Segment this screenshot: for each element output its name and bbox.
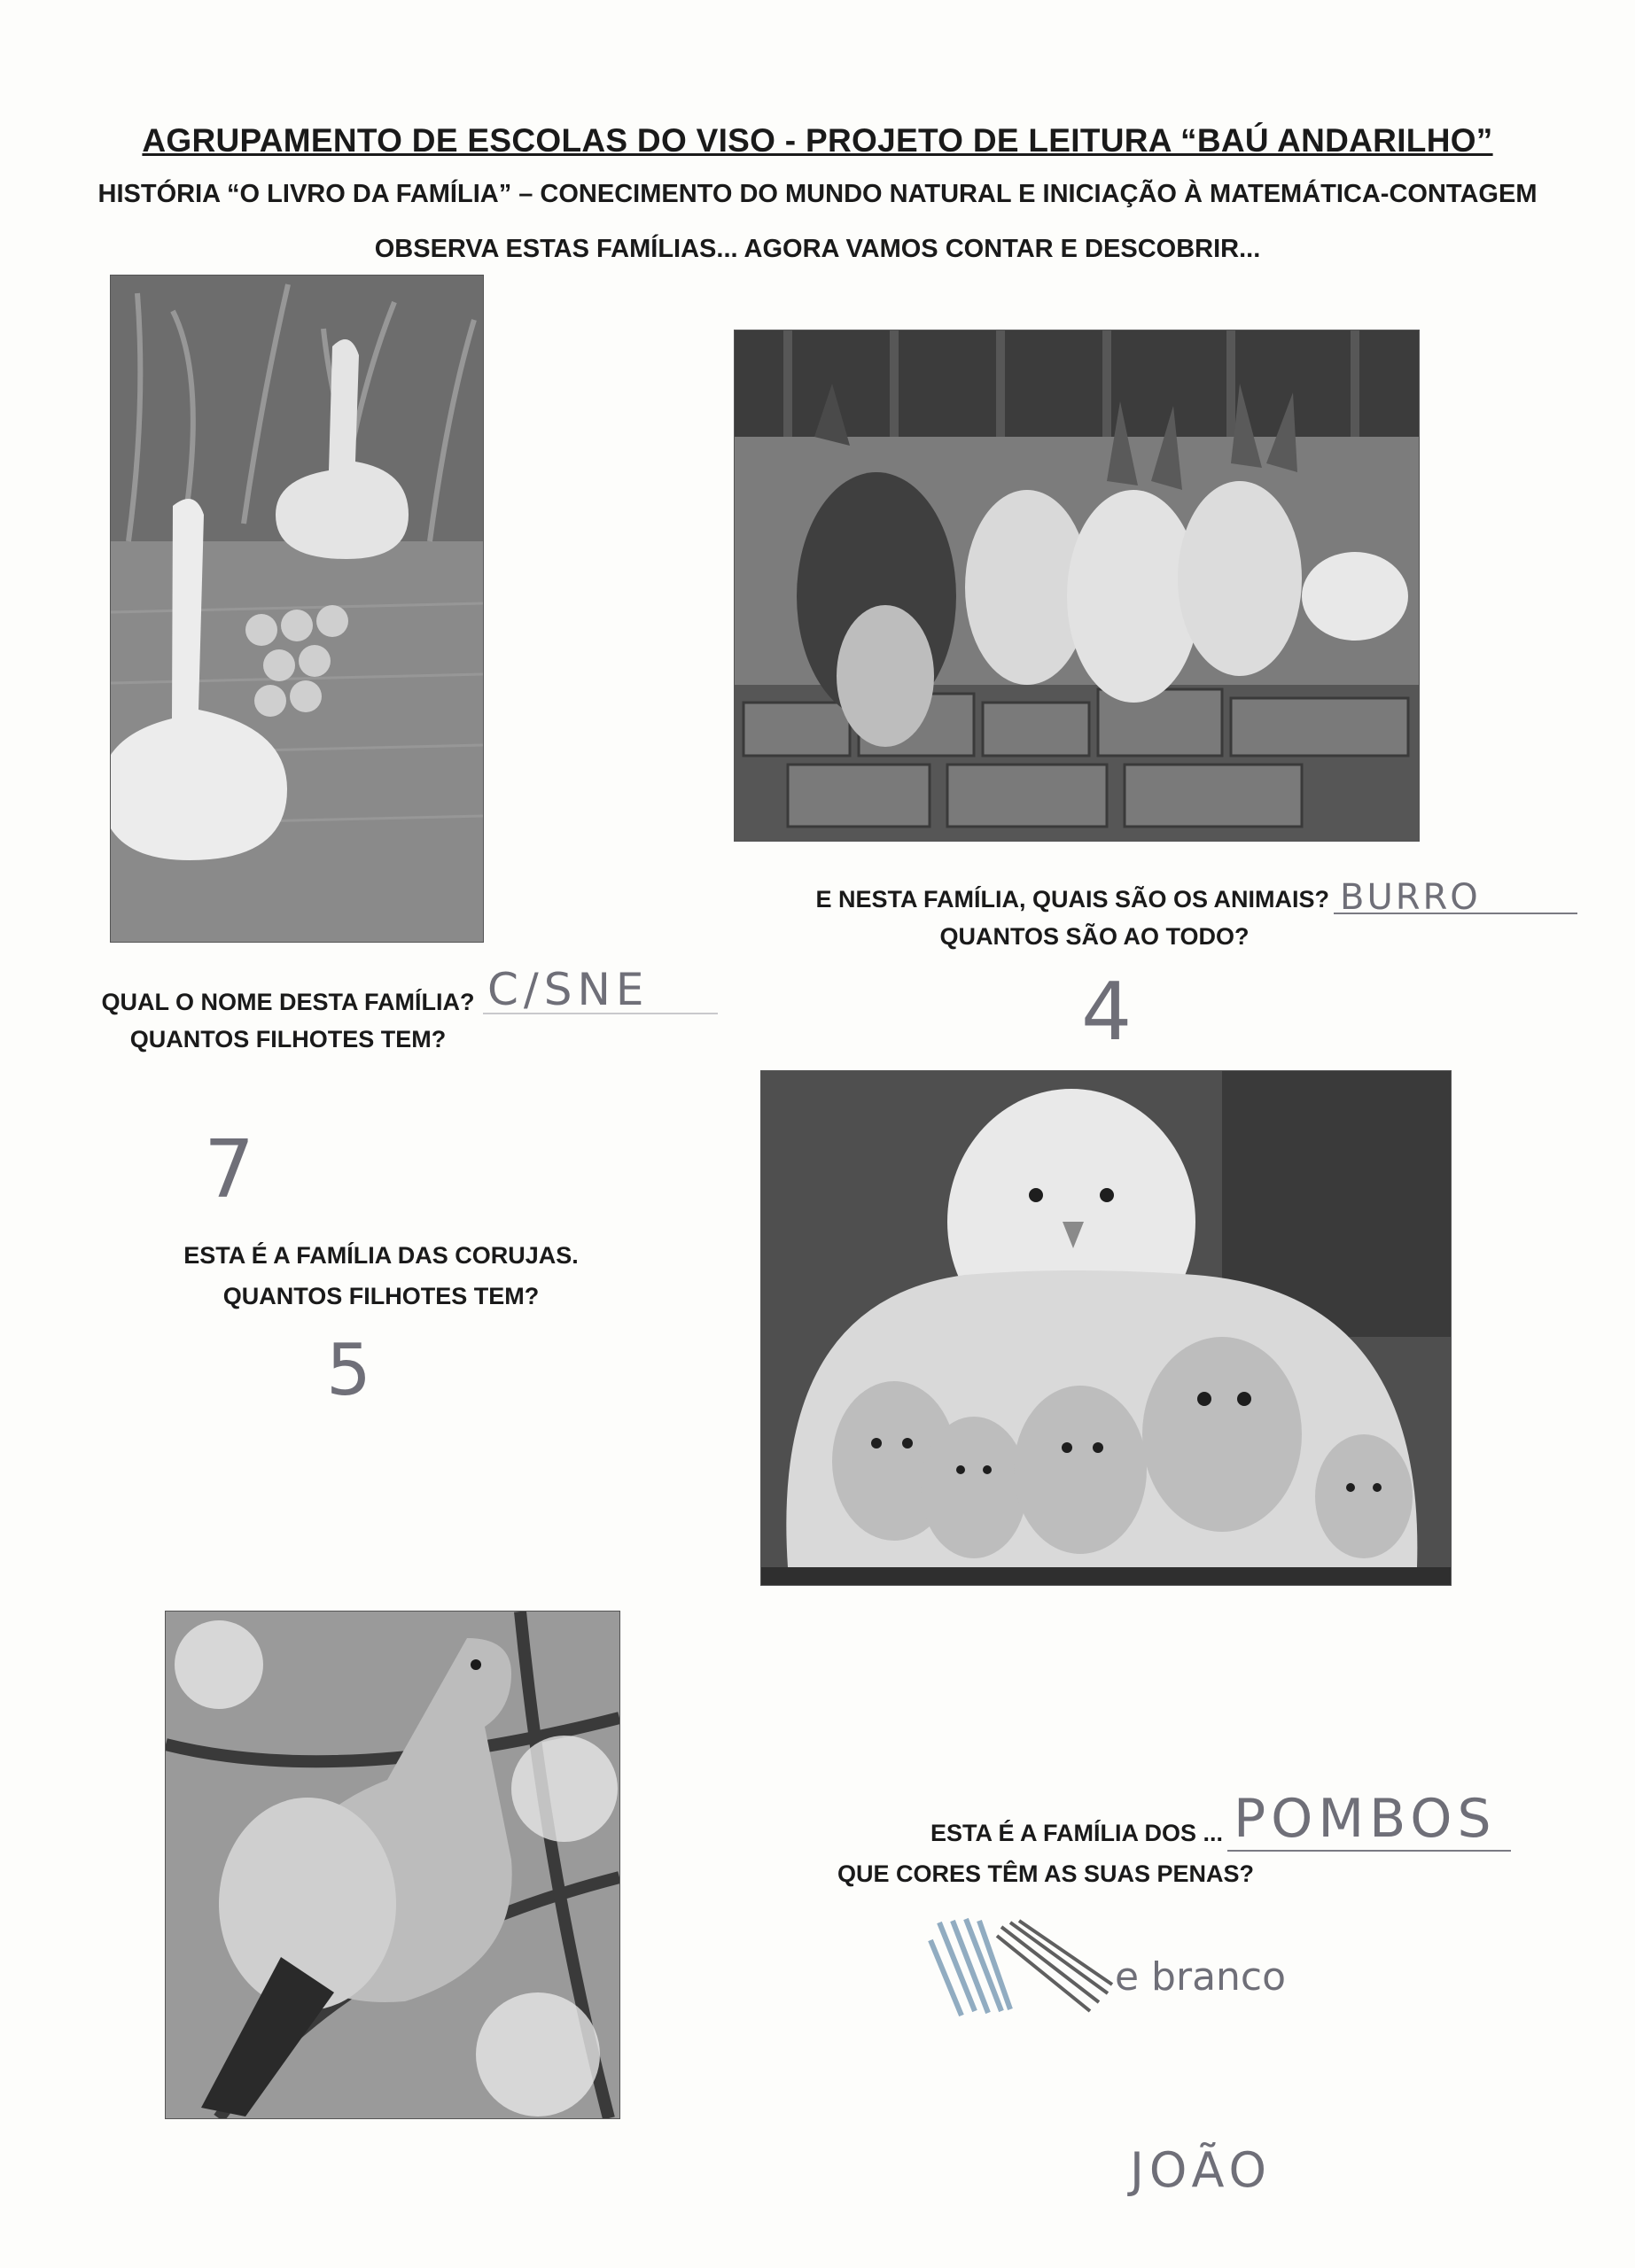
donkey-animals-question: E NESTA FAMÍLIA, QUAIS SÃO OS ANIMAIS? (815, 886, 1329, 913)
donkey-family-photo (734, 330, 1420, 842)
crayon-scribble (922, 1914, 1117, 2020)
donkey-animals-answer-line (1334, 913, 1577, 914)
swan-count-answer[interactable]: 7 (204, 1123, 255, 1216)
page-title: AGRUPAMENTO DE ESCOLAS DO VISO - PROJETO DE LEITURA “BAÚ ANDARILHO” (142, 122, 1493, 159)
pigeon-colors-answer[interactable]: e branco (1115, 1954, 1287, 2000)
instruction-text: OBSERVA ESTAS FAMÍLIAS... AGORA VAMOS CONTAR E DESCOBRIR... (374, 235, 1261, 263)
swan-name-answer-line (483, 1013, 718, 1014)
pigeon-family-statement: ESTA É A FAMÍLIA DOS ... (930, 1820, 1223, 1846)
owl-count-question: QUANTOS FILHOTES TEM? (222, 1283, 540, 1309)
swan-count-question: QUANTOS FILHOTES TEM? (129, 1026, 447, 1052)
pigeon-colors-question: QUE CORES TÊM AS SUAS PENAS? (837, 1860, 1255, 1887)
pigeon-family-answer[interactable]: POMBOS (1234, 1788, 1497, 1850)
swan-name-answer[interactable]: C/SNE (487, 964, 650, 1015)
donkey-animals-answer[interactable]: BURRO (1340, 877, 1481, 918)
pigeon-family-photo (165, 1611, 620, 2119)
owl-family-photo (760, 1070, 1452, 1586)
swan-family-photo (110, 275, 484, 943)
donkey-total-answer[interactable]: 4 (1081, 966, 1133, 1059)
student-signature: JOÃO (1130, 2142, 1272, 2198)
page-subtitle: HISTÓRIA “O LIVRO DA FAMÍLIA” – CONECIMENTO DO MUNDO NATURAL E INICIAÇÃO À MATEMÁTICA-CONTAGEM (97, 180, 1538, 208)
swan-name-question: QUAL O NOME DESTA FAMÍLIA? (101, 989, 475, 1015)
pigeon-family-answer-line (1227, 1850, 1511, 1852)
owl-family-statement: ESTA É A FAMÍLIA DAS CORUJAS. (183, 1242, 579, 1269)
donkey-total-question: QUANTOS SÃO AO TODO? (939, 923, 1250, 950)
owl-count-answer[interactable]: 5 (326, 1329, 371, 1411)
